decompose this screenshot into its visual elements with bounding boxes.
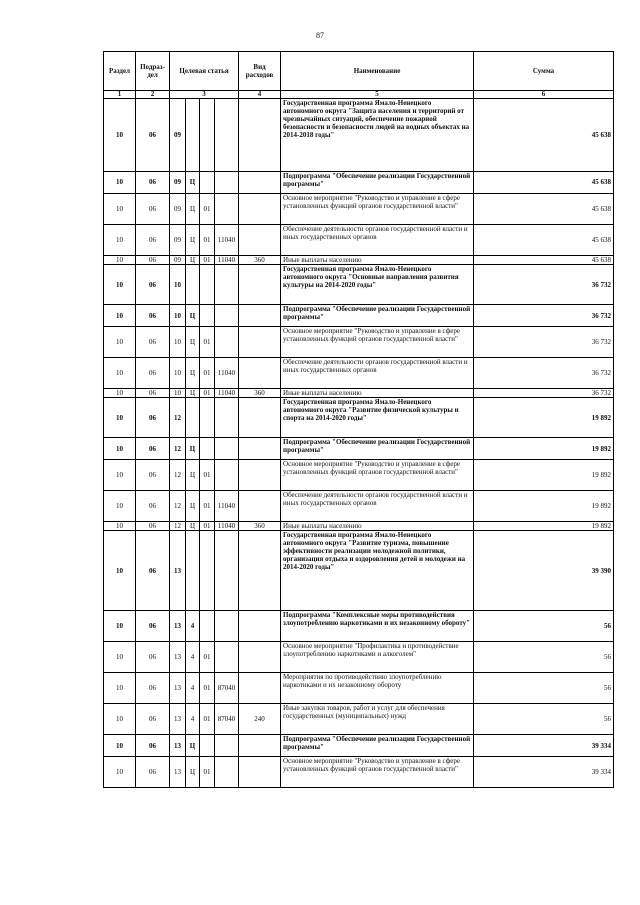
cell-event-code: 01 (200, 256, 215, 265)
cell-naimenovanie: Иные закупки товаров, работ и услуг для обеспечения государственных (муниципальных) нужд (281, 704, 474, 735)
col-number: 5 (281, 91, 474, 99)
cell-naimenovanie: Обеспечение деятельности органов государственной власти и иных государственных органов (281, 225, 474, 256)
cell-direction-code (215, 194, 239, 225)
cell-vid-rashodov (239, 491, 281, 522)
cell-program-code: 10 (170, 389, 186, 398)
cell-naimenovanie: Государственная программа Ямало-Ненецкого автономного округа "Основные направления развития культуры на 2014-2020 годы" (281, 265, 474, 305)
cell-event-code: 01 (200, 704, 215, 735)
cell-vid-rashodov: 240 (239, 704, 281, 735)
cell-summa: 39 334 (474, 757, 614, 788)
cell-program-code: 13 (170, 735, 186, 757)
cell-naimenovanie: Подпрограмма "Комплексные меры противодействия злоупотреблению наркотиками и их незаконному обороту" (281, 611, 474, 642)
cell-summa: 36 732 (474, 265, 614, 305)
col-number: 4 (239, 91, 281, 99)
cell-program-code: 10 (170, 265, 186, 305)
cell-summa: 56 (474, 611, 614, 642)
cell-summa: 56 (474, 673, 614, 704)
cell-event-code (200, 305, 215, 327)
col-number: 2 (136, 91, 170, 99)
cell-summa: 45 638 (474, 99, 614, 172)
cell-direction-code: 11040 (215, 256, 239, 265)
cell-summa: 45 638 (474, 225, 614, 256)
cell-razdel: 10 (104, 99, 136, 172)
cell-summa: 45 638 (474, 172, 614, 194)
table-row (104, 327, 614, 358)
cell-naimenovanie: Подпрограмма "Обеспечение реализации Государственной программы" (281, 438, 474, 460)
cell-program-code: 09 (170, 99, 186, 172)
cell-naimenovanie: Обеспечение деятельности органов государственной власти и иных государственных органов (281, 358, 474, 389)
cell-subprogram-code: Ц (186, 438, 200, 460)
cell-subprogram-code (186, 265, 200, 305)
cell-naimenovanie: Подпрограмма "Обеспечение реализации Государственной программы" (281, 172, 474, 194)
cell-podrazdel: 06 (136, 611, 170, 642)
cell-subprogram-code: Ц (186, 460, 200, 491)
cell-razdel: 10 (104, 522, 136, 531)
page-number: 87 (316, 31, 324, 40)
cell-razdel: 10 (104, 194, 136, 225)
cell-podrazdel: 06 (136, 265, 170, 305)
cell-subprogram-code: 4 (186, 611, 200, 642)
cell-naimenovanie: Основное мероприятие "Руководство и управление в сфере установленных функций органов государственной власти" (281, 757, 474, 788)
cell-podrazdel: 06 (136, 225, 170, 256)
cell-podrazdel: 06 (136, 673, 170, 704)
cell-vid-rashodov (239, 99, 281, 172)
cell-subprogram-code: 4 (186, 673, 200, 704)
header-razdel: Раздел (104, 52, 136, 91)
cell-program-code: 10 (170, 305, 186, 327)
cell-vid-rashodov (239, 673, 281, 704)
cell-naimenovanie: Иные выплаты населению (281, 389, 474, 398)
cell-naimenovanie: Государственная программа Ямало-Ненецкого автономного округа "Развитие туризма, повышение эффективности реализации молодежной политики, организация отдыха и оздоровления детей и молодежи на 2014-2020 годы" (281, 531, 474, 611)
cell-direction-code: 11040 (215, 491, 239, 522)
cell-summa: 36 732 (474, 327, 614, 358)
col-number: 3 (170, 91, 239, 99)
cell-vid-rashodov (239, 398, 281, 438)
cell-direction-code (215, 611, 239, 642)
cell-vid-rashodov (239, 611, 281, 642)
col-number: 1 (104, 91, 136, 99)
cell-direction-code: 11040 (215, 225, 239, 256)
cell-event-code (200, 735, 215, 757)
cell-event-code: 01 (200, 757, 215, 788)
cell-subprogram-code: Ц (186, 225, 200, 256)
cell-direction-code (215, 460, 239, 491)
cell-program-code: 13 (170, 673, 186, 704)
cell-naimenovanie: Иные выплаты населению (281, 256, 474, 265)
table-row (104, 225, 614, 256)
cell-event-code (200, 438, 215, 460)
cell-vid-rashodov (239, 358, 281, 389)
cell-razdel: 10 (104, 531, 136, 611)
cell-podrazdel: 06 (136, 460, 170, 491)
cell-summa: 36 732 (474, 305, 614, 327)
cell-direction-code (215, 757, 239, 788)
cell-razdel: 10 (104, 491, 136, 522)
table-row (104, 398, 614, 438)
cell-program-code: 09 (170, 172, 186, 194)
cell-razdel: 10 (104, 611, 136, 642)
cell-event-code: 01 (200, 642, 215, 673)
cell-subprogram-code: Ц (186, 757, 200, 788)
cell-naimenovanie: Обеспечение деятельности органов государственной власти и иных государственных органов (281, 491, 474, 522)
table-row (104, 522, 614, 531)
cell-event-code: 01 (200, 673, 215, 704)
cell-subprogram-code: Ц (186, 735, 200, 757)
cell-vid-rashodov (239, 438, 281, 460)
cell-program-code: 09 (170, 256, 186, 265)
cell-subprogram-code: Ц (186, 491, 200, 522)
cell-naimenovanie: Основное мероприятие "Руководство и управление в сфере установленных функций органов государственной власти" (281, 460, 474, 491)
cell-razdel: 10 (104, 757, 136, 788)
table-row (104, 642, 614, 673)
table-row (104, 305, 614, 327)
cell-summa: 39 390 (474, 531, 614, 611)
cell-subprogram-code: Ц (186, 172, 200, 194)
cell-direction-code (215, 265, 239, 305)
cell-summa: 56 (474, 642, 614, 673)
cell-podrazdel: 06 (136, 398, 170, 438)
cell-vid-rashodov: 360 (239, 256, 281, 265)
cell-razdel: 10 (104, 172, 136, 194)
table-row (104, 172, 614, 194)
budget-table (103, 51, 614, 788)
cell-vid-rashodov (239, 265, 281, 305)
table-row (104, 673, 614, 704)
cell-naimenovanie: Основное мероприятие "Руководство и управление в сфере установленных функций органов государственной власти" (281, 194, 474, 225)
cell-program-code: 13 (170, 757, 186, 788)
cell-podrazdel: 06 (136, 194, 170, 225)
cell-razdel: 10 (104, 398, 136, 438)
cell-summa: 39 334 (474, 735, 614, 757)
cell-vid-rashodov (239, 172, 281, 194)
cell-event-code (200, 99, 215, 172)
cell-event-code (200, 531, 215, 611)
cell-summa: 19 892 (474, 438, 614, 460)
cell-program-code: 13 (170, 531, 186, 611)
cell-direction-code: 11040 (215, 389, 239, 398)
cell-subprogram-code: Ц (186, 305, 200, 327)
cell-podrazdel: 06 (136, 642, 170, 673)
table-row (104, 704, 614, 735)
table-row (104, 611, 614, 642)
table-row (104, 194, 614, 225)
cell-direction-code: 11040 (215, 358, 239, 389)
cell-vid-rashodov (239, 327, 281, 358)
cell-direction-code (215, 642, 239, 673)
cell-podrazdel: 06 (136, 491, 170, 522)
cell-program-code: 12 (170, 491, 186, 522)
cell-naimenovanie: Государственная программа Ямало-Ненецкого автономного округа "Развитие физической культуры и спорта на 2014-2020 годы" (281, 398, 474, 438)
cell-vid-rashodov (239, 757, 281, 788)
cell-subprogram-code: 4 (186, 642, 200, 673)
cell-summa: 19 892 (474, 460, 614, 491)
cell-event-code: 01 (200, 522, 215, 531)
table-row (104, 389, 614, 398)
cell-direction-code (215, 438, 239, 460)
cell-event-code: 01 (200, 491, 215, 522)
cell-razdel: 10 (104, 265, 136, 305)
cell-event-code (200, 265, 215, 305)
cell-vid-rashodov (239, 225, 281, 256)
table-row (104, 438, 614, 460)
table-row (104, 757, 614, 788)
cell-event-code: 01 (200, 460, 215, 491)
header-row (104, 52, 614, 91)
cell-subprogram-code (186, 531, 200, 611)
cell-summa: 36 732 (474, 358, 614, 389)
cell-subprogram-code (186, 99, 200, 172)
cell-summa: 19 892 (474, 522, 614, 531)
cell-program-code: 12 (170, 438, 186, 460)
cell-vid-rashodov: 360 (239, 389, 281, 398)
table-row (104, 256, 614, 265)
cell-direction-code (215, 327, 239, 358)
cell-vid-rashodov (239, 735, 281, 757)
cell-direction-code (215, 99, 239, 172)
cell-razdel: 10 (104, 704, 136, 735)
cell-vid-rashodov (239, 531, 281, 611)
cell-direction-code (215, 735, 239, 757)
header-celevaya-statya: Целевая статья (170, 52, 239, 91)
cell-summa: 45 638 (474, 194, 614, 225)
table-row (104, 265, 614, 305)
cell-podrazdel: 06 (136, 704, 170, 735)
cell-vid-rashodov (239, 305, 281, 327)
cell-razdel: 10 (104, 305, 136, 327)
cell-podrazdel: 06 (136, 522, 170, 531)
cell-vid-rashodov (239, 460, 281, 491)
table-row (104, 735, 614, 757)
header-vid-rashodov: Вид расходов (239, 52, 281, 91)
cell-event-code: 01 (200, 358, 215, 389)
cell-vid-rashodov: 360 (239, 522, 281, 531)
cell-razdel: 10 (104, 327, 136, 358)
cell-program-code: 09 (170, 194, 186, 225)
table-row (104, 531, 614, 611)
cell-razdel: 10 (104, 438, 136, 460)
cell-event-code (200, 398, 215, 438)
cell-direction-code: 87040 (215, 704, 239, 735)
cell-event-code: 01 (200, 225, 215, 256)
cell-subprogram-code: Ц (186, 358, 200, 389)
cell-vid-rashodov (239, 194, 281, 225)
cell-program-code: 13 (170, 642, 186, 673)
cell-razdel: 10 (104, 673, 136, 704)
cell-program-code: 12 (170, 398, 186, 438)
cell-naimenovanie: Подпрограмма "Обеспечение реализации Государственной программы" (281, 305, 474, 327)
cell-podrazdel: 06 (136, 438, 170, 460)
table-row (104, 358, 614, 389)
cell-summa: 45 638 (474, 256, 614, 265)
cell-subprogram-code: Ц (186, 256, 200, 265)
cell-podrazdel: 06 (136, 256, 170, 265)
cell-podrazdel: 06 (136, 735, 170, 757)
cell-naimenovanie: Мероприятия по противодействию злоупотреблению наркотиками и их незаконному обороту (281, 673, 474, 704)
cell-naimenovanie: Иные выплаты населению (281, 522, 474, 531)
cell-naimenovanie: Подпрограмма "Обеспечение реализации Государственной программы" (281, 735, 474, 757)
cell-naimenovanie: Государственная программа Ямало-Ненецкого автономного округа "Защита населения и территорий от чрезвычайных ситуаций, обеспечение пожарной безопасности и безопасности людей на водных объектах на 2014-2018 годы" (281, 99, 474, 172)
cell-direction-code: 87040 (215, 673, 239, 704)
cell-razdel: 10 (104, 642, 136, 673)
cell-razdel: 10 (104, 225, 136, 256)
cell-program-code: 12 (170, 522, 186, 531)
cell-event-code: 01 (200, 327, 215, 358)
table-row (104, 99, 614, 172)
cell-razdel: 10 (104, 256, 136, 265)
cell-program-code: 10 (170, 327, 186, 358)
cell-subprogram-code: 4 (186, 704, 200, 735)
cell-summa: 56 (474, 704, 614, 735)
cell-event-code (200, 172, 215, 194)
cell-event-code (200, 611, 215, 642)
cell-program-code: 13 (170, 611, 186, 642)
header-naimenovanie: Наименование (281, 52, 474, 91)
cell-razdel: 10 (104, 735, 136, 757)
cell-subprogram-code: Ц (186, 522, 200, 531)
cell-podrazdel: 06 (136, 757, 170, 788)
cell-program-code: 12 (170, 460, 186, 491)
cell-event-code: 01 (200, 389, 215, 398)
cell-podrazdel: 06 (136, 327, 170, 358)
cell-podrazdel: 06 (136, 358, 170, 389)
cell-podrazdel: 06 (136, 531, 170, 611)
cell-direction-code (215, 398, 239, 438)
cell-podrazdel: 06 (136, 305, 170, 327)
cell-podrazdel: 06 (136, 99, 170, 172)
cell-program-code: 10 (170, 358, 186, 389)
cell-summa: 19 892 (474, 398, 614, 438)
cell-subprogram-code (186, 398, 200, 438)
cell-summa: 36 732 (474, 389, 614, 398)
cell-podrazdel: 06 (136, 389, 170, 398)
cell-vid-rashodov (239, 642, 281, 673)
cell-direction-code (215, 531, 239, 611)
cell-subprogram-code: Ц (186, 327, 200, 358)
cell-razdel: 10 (104, 460, 136, 491)
cell-naimenovanie: Основное мероприятие "Профилактика и противодействие злоупотреблению наркотиками и алкоголем" (281, 642, 474, 673)
cell-event-code: 01 (200, 194, 215, 225)
col-number: 6 (474, 91, 614, 99)
cell-naimenovanie: Основное мероприятие "Руководство и управление в сфере установленных функций органов государственной власти" (281, 327, 474, 358)
cell-program-code: 09 (170, 225, 186, 256)
column-number-row (104, 91, 614, 99)
cell-direction-code: 11040 (215, 522, 239, 531)
header-summa: Сумма (474, 52, 614, 91)
table-row (104, 460, 614, 491)
cell-subprogram-code: Ц (186, 194, 200, 225)
cell-program-code: 13 (170, 704, 186, 735)
cell-summa: 19 892 (474, 491, 614, 522)
table-row (104, 491, 614, 522)
cell-podrazdel: 06 (136, 172, 170, 194)
cell-subprogram-code: Ц (186, 389, 200, 398)
cell-direction-code (215, 305, 239, 327)
cell-razdel: 10 (104, 389, 136, 398)
cell-razdel: 10 (104, 358, 136, 389)
header-podrazdel: Подраз-дел (136, 52, 170, 91)
cell-direction-code (215, 172, 239, 194)
